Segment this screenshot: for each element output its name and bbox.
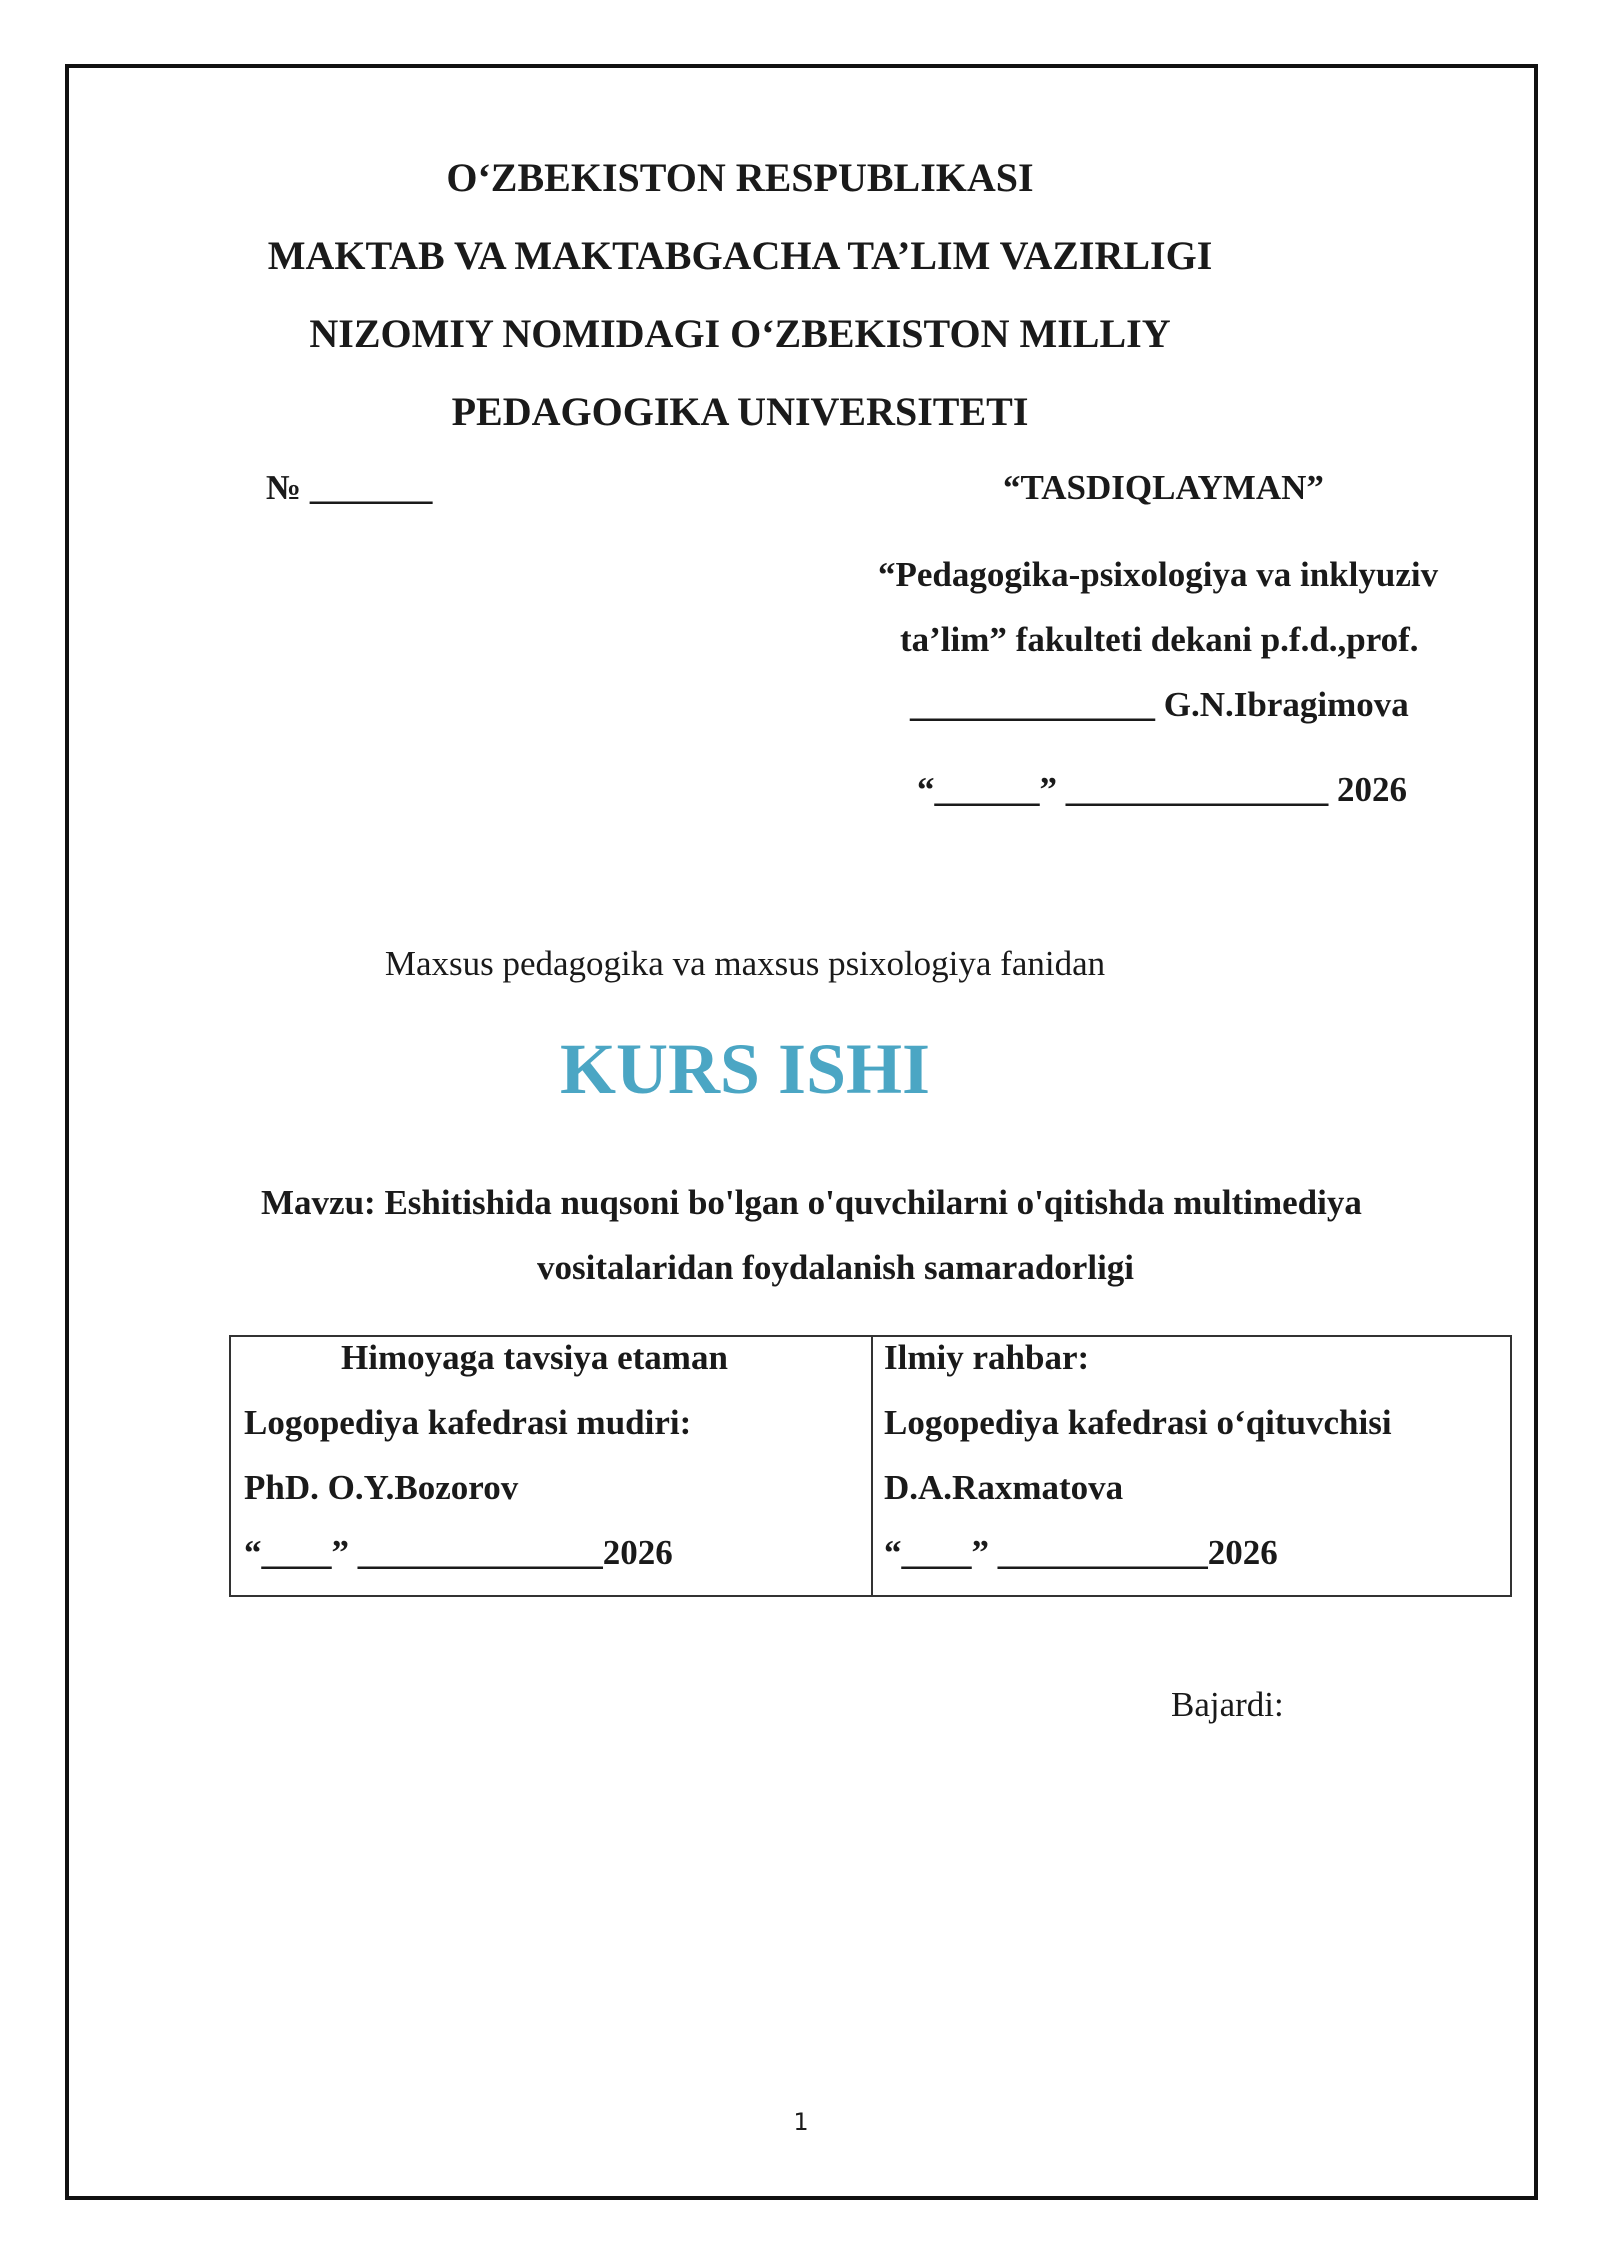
document-type-title: KURS ISHI bbox=[559, 1029, 931, 1109]
right-signature-date: “____” ____________2026 bbox=[884, 1533, 1278, 1572]
approval-faculty-line2: ta’lim” fakulteti dekani p.f.d.,prof. bbox=[900, 620, 1419, 659]
approval-faculty-line1: “Pedagogika-psixologiya va inklyuziv bbox=[878, 555, 1439, 594]
left-signature-position: Logopediya kafedrasi mudiri: bbox=[244, 1403, 692, 1442]
page-frame bbox=[65, 64, 1538, 2200]
header-university-line1: NIZOMIY NOMIDAGI O‘ZBEKISTON MILLIY bbox=[309, 311, 1171, 356]
header-university-line2: PEDAGOGIKA UNIVERSITETI bbox=[451, 389, 1029, 434]
left-signature-name: PhD. O.Y.Bozorov bbox=[244, 1468, 519, 1507]
subject-line: Maxsus pedagogika va maxsus psixologiya fanidan bbox=[384, 944, 1106, 983]
signature-table-divider bbox=[871, 1337, 873, 1595]
document-number-field: № _______ bbox=[266, 468, 433, 507]
left-signature-date: “____” ______________2026 bbox=[244, 1533, 673, 1572]
right-signature-name: D.A.Raxmatova bbox=[884, 1468, 1124, 1507]
header-ministry: MAKTAB VA MAKTABGACHA TA’LIM VAZIRLIGI bbox=[267, 233, 1213, 278]
approval-signature: ______________ G.N.Ibragimova bbox=[910, 685, 1409, 724]
page-number: 1 bbox=[793, 2108, 809, 2136]
header-country: O‘ZBEKISTON RESPUBLIKASI bbox=[446, 155, 1034, 200]
approval-date: “______” _______________ 2026 bbox=[917, 770, 1407, 809]
topic-line2: vositalaridan foydalanish samaradorligi bbox=[537, 1248, 1135, 1287]
approval-title: “TASDIQLAYMAN” bbox=[1003, 468, 1324, 507]
left-signature-title: Himoyaga tavsiya etaman bbox=[341, 1338, 728, 1377]
right-signature-position: Logopediya kafedrasi o‘qituvchisi bbox=[884, 1403, 1392, 1442]
right-signature-title: Ilmiy rahbar: bbox=[884, 1338, 1090, 1377]
topic-line1: Mavzu: Eshitishida nuqsoni bo'lgan o'quvchilarni o'qitishda multimediya bbox=[261, 1183, 1362, 1222]
performed-by-label: Bajardi: bbox=[1171, 1685, 1284, 1724]
